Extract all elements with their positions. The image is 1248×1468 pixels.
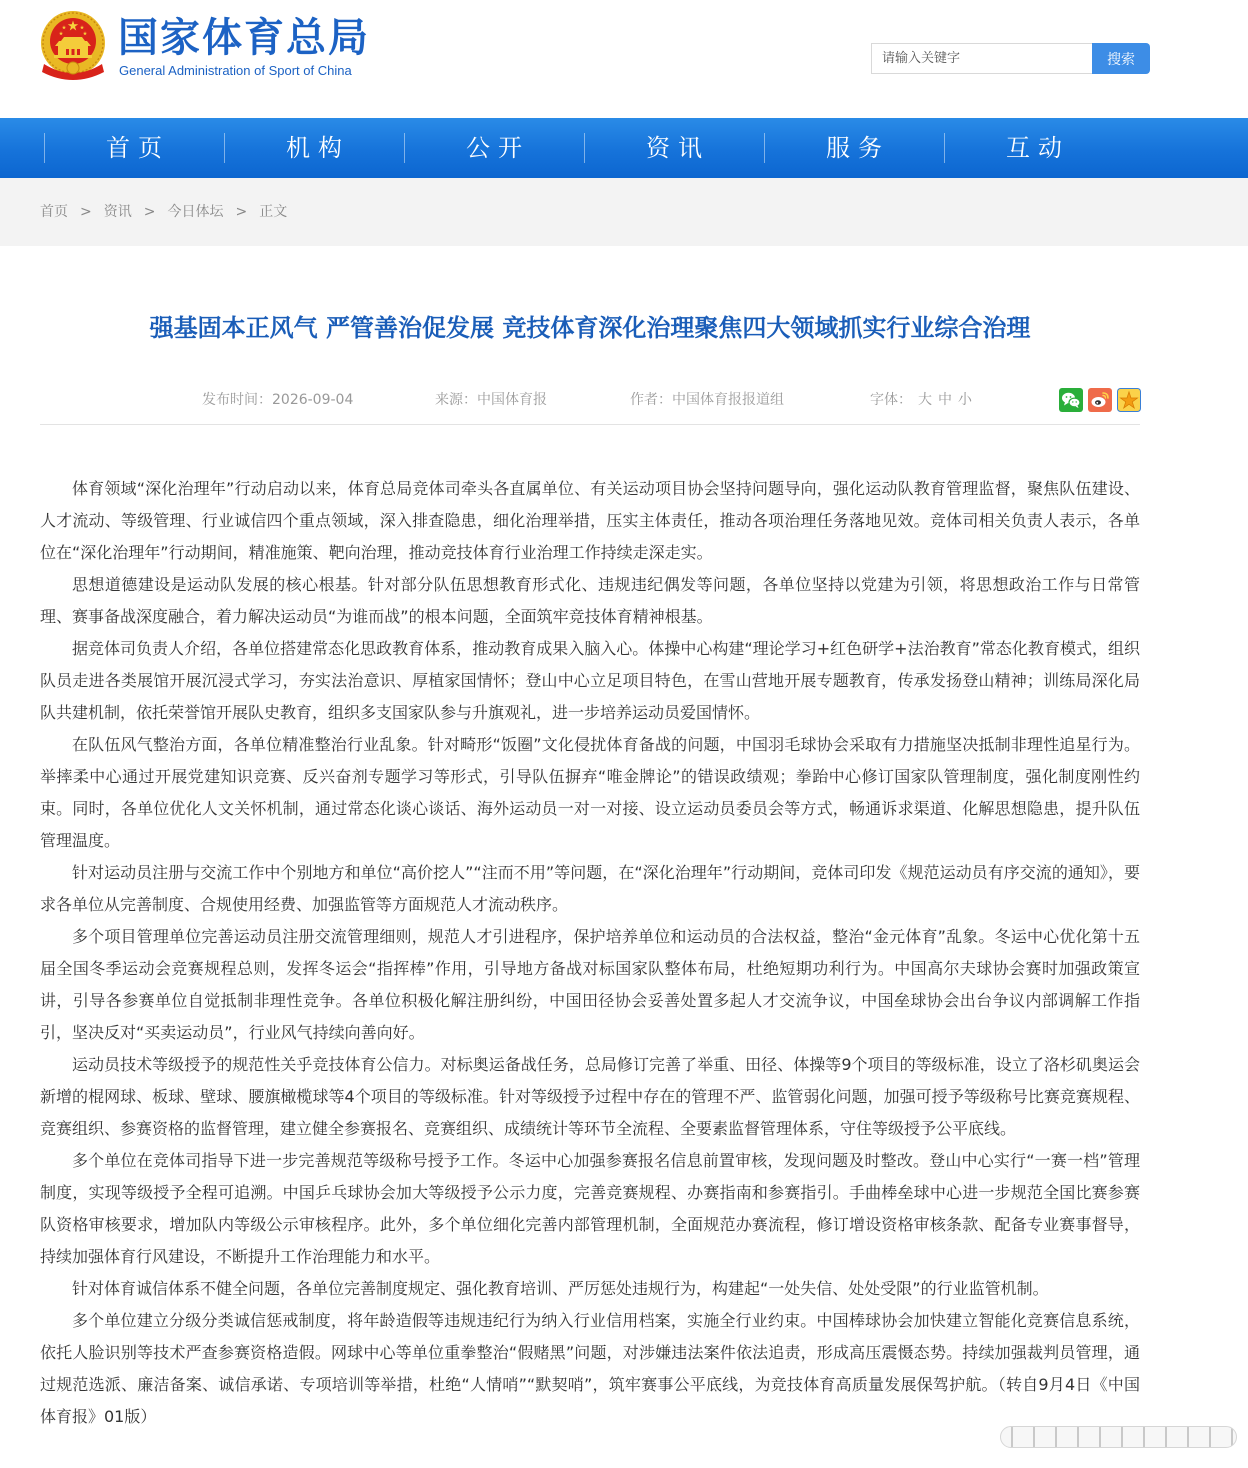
font-size-label: 字体： [870, 392, 912, 408]
nav-item-organization[interactable]: 机构 [224, 118, 404, 178]
article-paragraph: 多个单位建立分级分类诚信惩戒制度，将年龄造假等违规违纪行为纳入行业信用档案，实施全行业约束。中国棒球协会加快建立智能化竞赛信息系统，依托人脸识别等技术严查参赛资格造假。网球中心等单位重拳整治“假赌黑”问题，对涉嫌违法案件依法追责，形成高压震慑态势。持续加强裁判员管理，通过规范选派、廉洁备案、诚信承诺、专项培训等举措，杜绝“人情哨”“默契哨”，筑牢赛事公平底线，为竞技体育高质量发展保驾护航。（转自9月4日《中国体育报》01版） [40, 1311, 1140, 1426]
font-size-medium[interactable]: 中 [938, 392, 952, 408]
search-input[interactable] [871, 43, 1092, 74]
weibo-icon[interactable] [1088, 388, 1112, 412]
breadcrumb-today-sports[interactable]: 今日体坛 [167, 204, 224, 220]
favorite-star-icon[interactable] [1117, 388, 1141, 412]
breadcrumb-separator: > [80, 204, 92, 220]
meta-divider [40, 424, 1140, 425]
nav-item-news[interactable]: 资讯 [584, 118, 764, 178]
breadcrumb-bar [0, 178, 1248, 246]
article-paragraph: 思想道德建设是运动队发展的核心根基。针对部分队伍思想教育形式化、违规违纪偶发等问题，各单位坚持以党建为引领，将思想政治工作与日常管理、赛事备战深度融合，着力解决运动员“为谁而战”的根本问题，全面筑牢竞技体育精神根基。 [40, 575, 1140, 626]
article-title: 强基固本正风气 严管善治促发展 竞技体育深化治理聚焦四大领域抓实行业综合治理 [149, 314, 1031, 342]
article-author [630, 388, 784, 412]
font-size-large[interactable]: 大 [918, 392, 932, 408]
nav-item-public[interactable]: 公开 [404, 118, 584, 178]
article-paragraph: 多个单位在竞体司指导下进一步完善规范等级称号授予工作。冬运中心加强参赛报名信息前置审核，发现问题及时整改。登山中心实行“一赛一档”管理制度，实现等级授予全程可追溯。中国乒乓球协会加大等级授予公示力度，完善竞赛规程、办赛指南和参赛指引。手曲棒垒球中心进一步规范全国比赛参赛队资格审核要求，增加队内等级公示审核程序。此外，多个单位细化完善内部管理机制，全面规范办赛流程，修订增设资格审核条款、配备专业赛事督导，持续加强体育行风建设，不断提升工作治理能力和水平。 [40, 1151, 1140, 1266]
wechat-icon[interactable] [1059, 388, 1083, 412]
article-paragraph: 多个项目管理单位完善运动员注册交流管理细则，规范人才引进程序，保护培养单位和运动员的合法权益，整治“金元体育”乱象。冬运中心优化第十五届全国冬季运动会竞赛规程总则，发挥冬运会“指挥棒”作用，引导地方备战对标国家队整体布局，杜绝短期功利行为。中国高尔夫球协会赛时加强政策宣讲，引导各参赛单位自觉抵制非理性竞争。各单位积极化解注册纠纷，中国田径协会妥善处置多起人才交流争议，中国垒球协会出台争议内部调解工作指引，坚决反对“买卖运动员”，行业风气持续向善向好。 [40, 927, 1140, 1042]
font-size-small[interactable]: 小 [958, 392, 972, 408]
main-nav [0, 118, 1248, 178]
article-paragraph: 体育领域“深化治理年”行动启动以来，体育总局竞体司牵头各直属单位、有关运动项目协会坚持问题导向，强化运动队教育管理监督，聚焦队伍建设、人才流动、等级管理、行业诚信四个重点领域，深入排查隐患，细化治理举措，压实主体责任，推动各项治理任务落地见效。竞体司相关负责人表示，各单位在“深化治理年”行动期间，精准施策、靶向治理，推动竞技体育行业治理工作持续走深走实。 [40, 479, 1140, 562]
breadcrumb [40, 178, 287, 246]
breadcrumb-separator: > [143, 204, 156, 220]
scroll-indicator[interactable] [1000, 1426, 1237, 1448]
site-subtitle: General Administration of Sport of China [119, 63, 352, 78]
breadcrumb-news[interactable]: 资讯 [103, 204, 132, 220]
source-label: 来源： [435, 392, 477, 408]
publish-date-value: 2026-09-04 [272, 392, 354, 408]
article-paragraph: 运动员技术等级授予的规范性关乎竞技体育公信力。对标奥运备战任务，总局修订完善了举重、田径、体操等9个项目的等级标准，设立了洛杉矶奥运会新增的棍网球、板球、壁球、腰旗橄榄球等4个项目的等级标准。针对等级授予过程中存在的管理不严、监管弱化问题，加强可授予等级称号比赛竞赛规程、竞赛组织、参赛资格的监督管理，建立健全参赛报名、竞赛组织、成绩统计等环节全流程、全要素监督管理体系，守住等级授予公平底线。 [40, 1055, 1140, 1138]
nav-item-home[interactable]: 首页 [44, 118, 224, 178]
nav-item-services[interactable]: 服务 [764, 118, 944, 178]
search-button[interactable]: 搜索 [1092, 43, 1150, 74]
site-title[interactable]: 国家体育总局 [118, 15, 370, 61]
publish-date [202, 388, 353, 412]
site-header [0, 0, 1248, 118]
article-body [40, 473, 1140, 1433]
article-paragraph: 针对运动员注册与交流工作中个别地方和单位“高价挖人”“注而不用”等问题，在“深化治理年”行动期间，竞体司印发《规范运动员有序交流的通知》，要求各单位从完善制度、合规使用经费、加强监管等方面规范人才流动秩序。 [40, 863, 1140, 914]
article-paragraph: 在队伍风气整治方面，各单位精准整治行业乱象。针对畸形“饭圈”文化侵扰体育备战的问题，中国羽毛球协会采取有力措施坚决抵制非理性追星行为。举摔柔中心通过开展党建知识竞赛、反兴奋剂专题学习等形式，引导队伍摒弃“唯金牌论”的错误政绩观；拳跆中心修订国家队管理制度，强化制度刚性约束。同时，各单位优化人文关怀机制，通过常态化谈心谈话、海外运动员一对一对接、设立运动员委员会等方式，畅通诉求渠道、化解思想隐患，提升队伍管理温度。 [40, 735, 1140, 850]
breadcrumb-home[interactable]: 首页 [40, 204, 68, 220]
article-paragraph: 针对体育诚信体系不健全问题，各单位完善制度规定、强化教育培训、严厉惩处违规行为，构建起“一处失信、处处受限”的行业监管机制。 [72, 1279, 1049, 1298]
author-label: 作者： [630, 392, 672, 408]
article-paragraph: 据竞体司负责人介绍，各单位搭建常态化思政教育体系，推动教育成果入脑入心。体操中心构建“理论学习+红色研学+法治教育”常态化教育模式，组织队员走进各类展馆开展沉浸式学习，夯实法治意识、厚植家国情怀；登山中心立足项目特色，在雪山营地开展专题教育，传承发扬登山精神；训练局深化局队共建机制，依托荣誉馆开展队史教育，组织多支国家队参与升旗观礼，进一步培养运动员爱国情怀。 [40, 639, 1140, 722]
author-value: 中国体育报报道组 [672, 392, 784, 408]
national-emblem-icon[interactable] [38, 8, 108, 82]
publish-date-label: 发布时间： [202, 392, 272, 408]
font-size-switcher [870, 388, 972, 412]
source-value: 中国体育报 [477, 392, 547, 408]
nav-item-interaction[interactable]: 互动 [944, 118, 1124, 178]
breadcrumb-current: 正文 [259, 204, 288, 220]
article-source [435, 388, 547, 412]
breadcrumb-separator: > [235, 204, 248, 220]
